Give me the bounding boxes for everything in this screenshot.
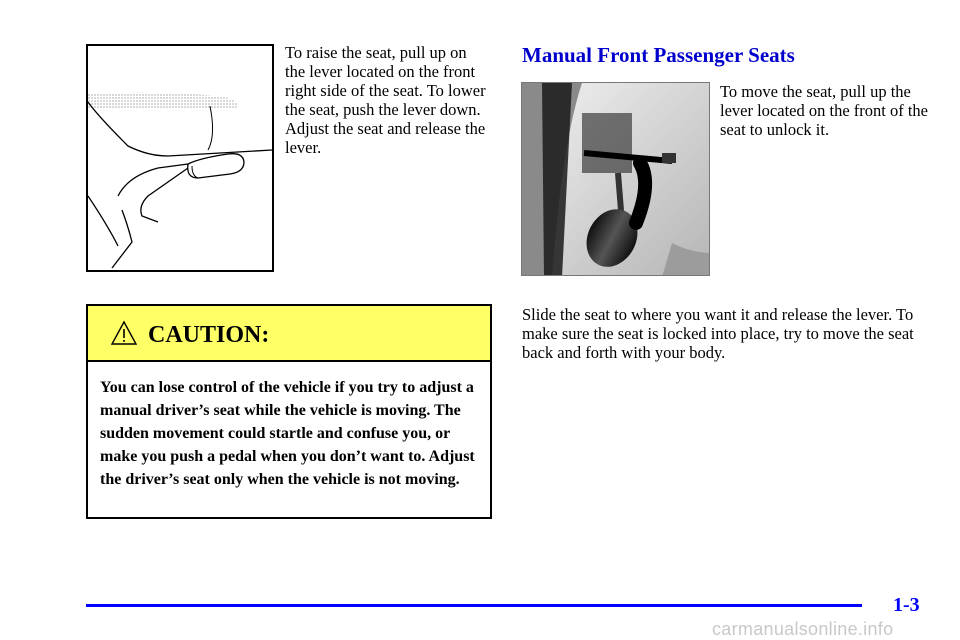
passenger-seat-instructions: To move the seat, pull up the lever located on the front of the seat to unlock it. (720, 82, 928, 139)
section-title: Manual Front Passenger Seats (522, 43, 795, 67)
seat-adjuster-lever-icon (522, 83, 710, 276)
caution-text: You can lose control of the vehicle if you try to adjust a manual driver’s seat while the vehicle is moving. The sudden movement could startle and confuse you, or make you push a pedal when you don’t want to. Adjust the driver’s seat only when the vehicle is not moving. (100, 379, 475, 488)
caution-header (88, 306, 490, 362)
seat-adjuster-photo (521, 82, 710, 276)
watermark: carmanualsonline.info (712, 619, 894, 639)
seat-height-lever-icon (88, 46, 272, 270)
seat-height-instructions: To raise the seat, pull up on the lever located on the front right side of the seat. To lower the seat, push the lever down. Adjust the seat and release the lever. (285, 43, 486, 157)
warning-triangle-icon (110, 320, 138, 346)
footer-rule (86, 604, 862, 607)
seat-lever-illustration (86, 44, 274, 272)
caution-label: CAUTION: (148, 322, 270, 348)
page-number: 1-3 (893, 594, 920, 616)
caution-box (86, 304, 492, 519)
slide-seat-instructions: Slide the seat to where you want it and release the lever. To make sure the seat is locked into place, try to move the seat back and forth with your body. (522, 305, 914, 362)
